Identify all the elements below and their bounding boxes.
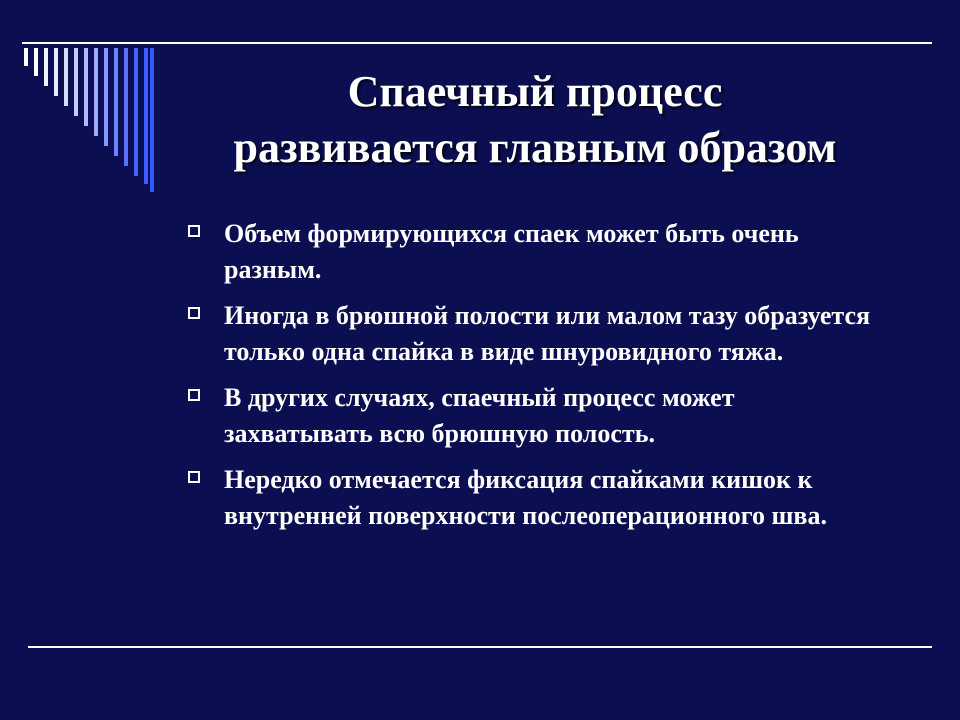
bullet-item xyxy=(186,216,886,288)
hollow-square-icon xyxy=(188,307,200,319)
hollow-square-icon xyxy=(188,389,200,401)
hollow-square-icon xyxy=(188,225,200,237)
bullet-text: Нередко отмечается фиксация спайками кишок к внутренней поверхности послеоперационного шва. xyxy=(224,465,827,530)
stripe xyxy=(94,48,98,136)
stripe xyxy=(54,48,58,96)
slide-title xyxy=(170,64,900,176)
stripe xyxy=(124,48,128,166)
bottom-rule xyxy=(28,646,932,648)
bullet-text: Иногда в брюшной полости или малом тазу образуется только одна спайка в виде шнуровидного тяжа. xyxy=(224,301,871,366)
hollow-square-icon xyxy=(188,471,200,483)
stripe xyxy=(64,48,68,106)
title-line-1: Спаечный процесс xyxy=(347,67,723,116)
stripe xyxy=(34,48,38,76)
stripe xyxy=(74,48,78,116)
bullet-item xyxy=(186,380,886,452)
stripe xyxy=(144,48,148,184)
stripe xyxy=(104,48,108,146)
stripe xyxy=(114,48,118,156)
bullet-item xyxy=(186,462,886,534)
stripe xyxy=(84,48,88,126)
bullet-item xyxy=(186,298,886,370)
title-line-2: развивается главным образом xyxy=(233,123,837,172)
bullet-text: Объем формирующихся спаек может быть очень разным. xyxy=(224,219,799,284)
bullet-list xyxy=(186,216,886,544)
bullet-text: В других случаях, спаечный процесс может захватывать всю брюшную полость. xyxy=(224,383,735,448)
stripe xyxy=(24,48,28,66)
stripe xyxy=(44,48,48,86)
decorative-stripes xyxy=(24,48,164,198)
stripe xyxy=(134,48,138,176)
top-rule xyxy=(22,42,932,44)
stripe xyxy=(150,48,154,192)
